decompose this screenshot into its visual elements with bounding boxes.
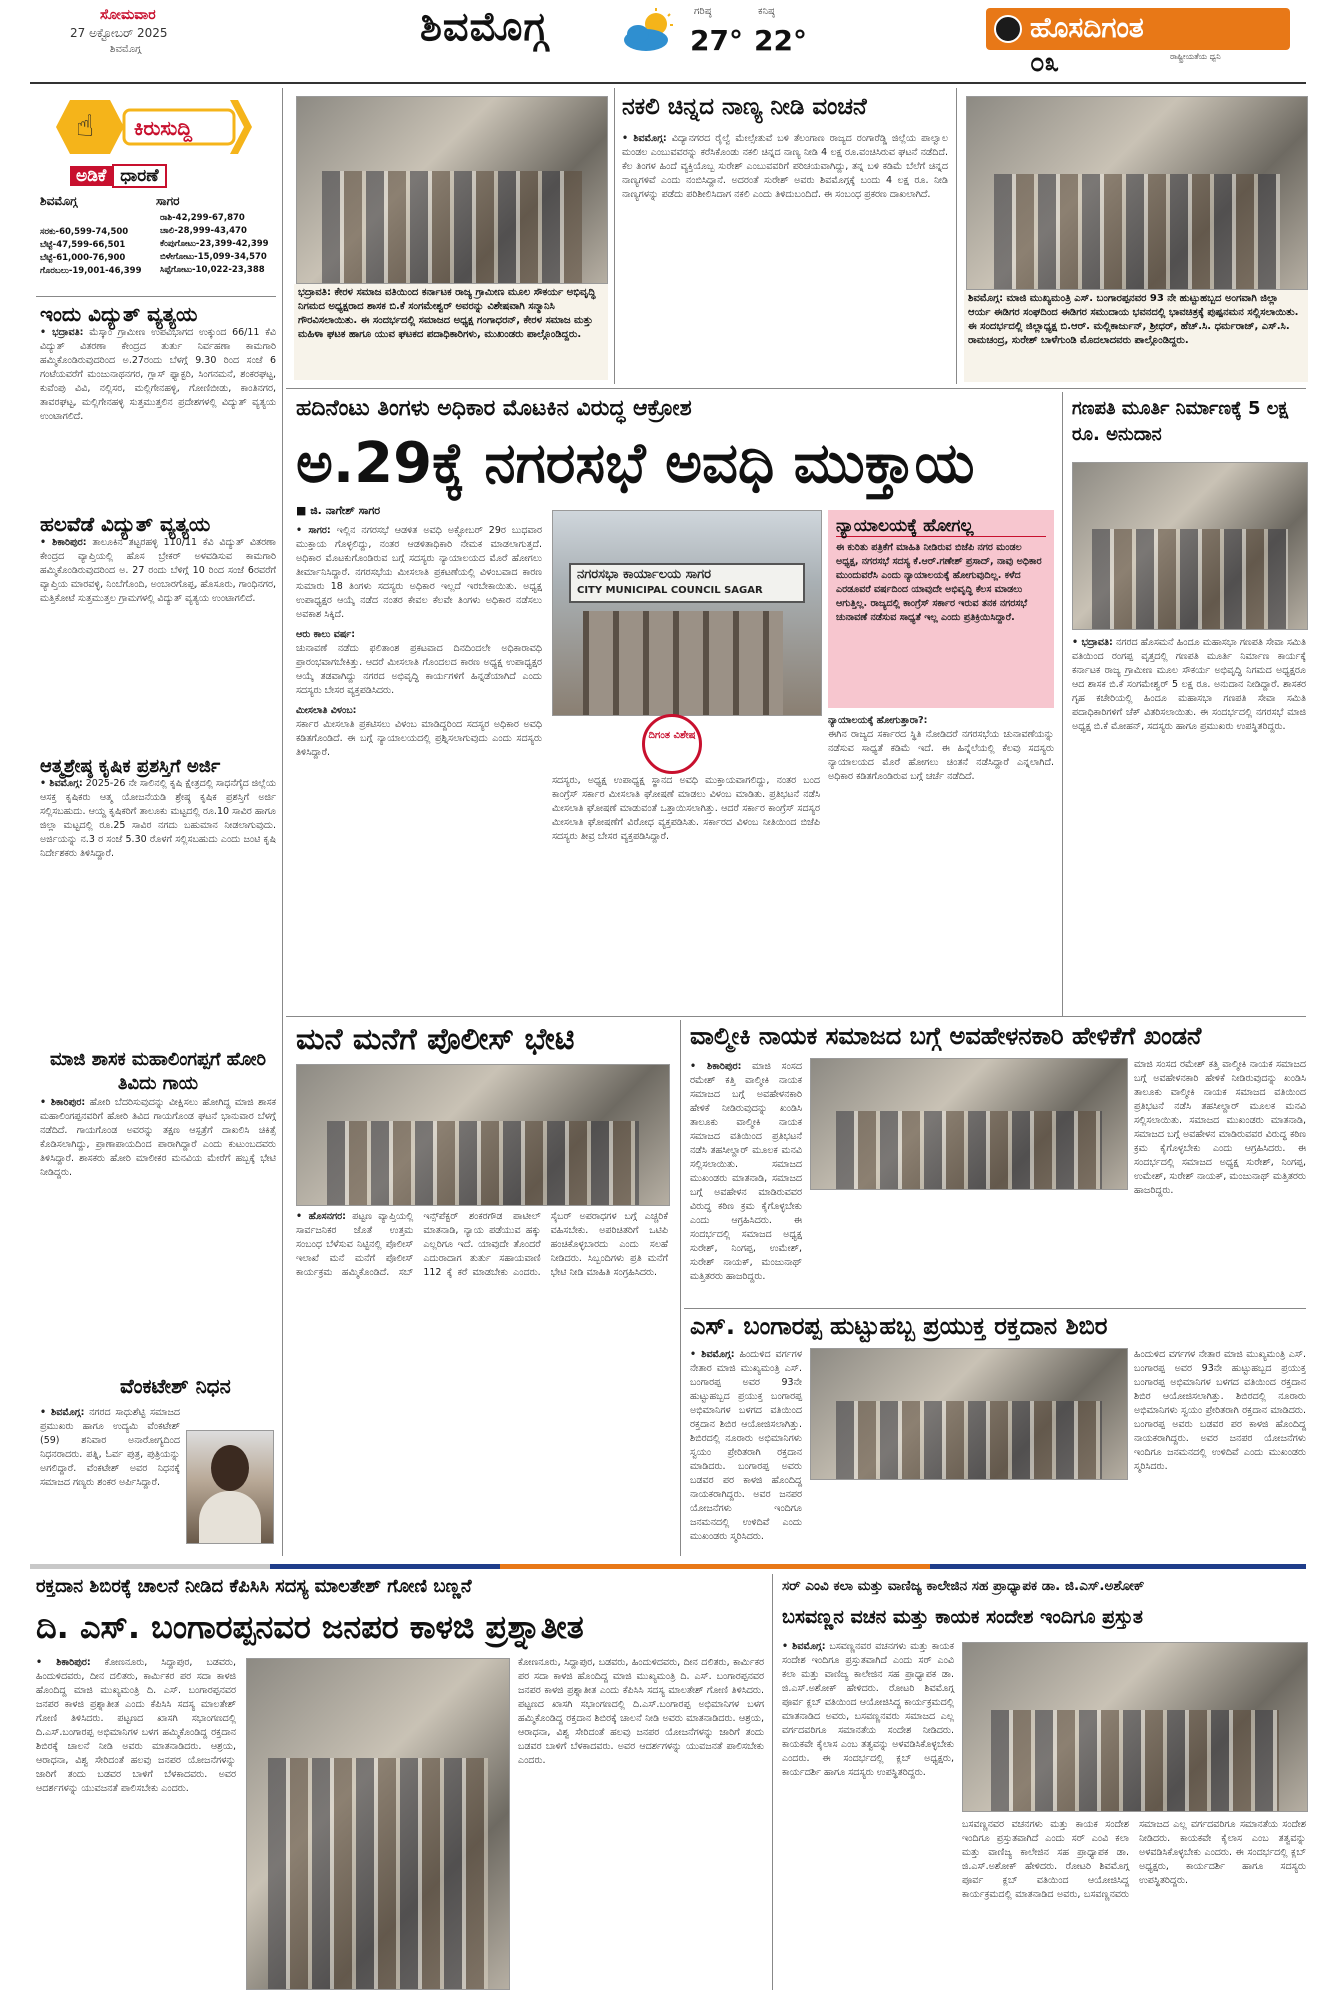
blood-camp-body-b: ಹಿಂದುಳಿದ ವರ್ಗಗಳ ನೇತಾರ ಮಾಜಿ ಮುಖ್ಯಮಂತ್ರಿ ಎಸ್. ಬಂಗಾರಪ್ಪ ಅವರ 93ನೇ ಹುಟ್ಟುಹಬ್ಬದ ಪ್ರಯುಕ್ತ ಬಂಗಾರಪ್ಪ ಅಭಿಮಾನಿಗಳ ಬಳಗದ ವತಿಯಿಂದ ರಕ್ತದಾನ ಶಿಬಿರ ಆಯೋಜಿಸಲಾಗಿತ್ತು. ಶಿಬಿರದಲ್ಲಿ ನೂರಾರು ಅಭಿಮಾನಿಗಳು ಸ್ವಯಂ ಪ್ರೇರಿತರಾಗಿ ರಕ್ತದಾನ ಮಾಡಿದರು. ಬಂಗಾರಪ್ಪ ಅವರು ಬಡವರ ಪರ ಕಾಳಜಿ ಹೊಂದಿದ್ದ ನಾಯಕರಾಗಿದ್ದರು. ಅವರ ಜನಪರ ಯೋಜನೆಗಳು ಇಂದಿಗೂ ಜನಮನದಲ್ಲಿ ಉಳಿದಿವೆ ಎಂದು ಮುಖಂಡರು ಸ್ಮರಿಸಿದರು.	[1134, 1349, 1306, 1472]
market-right-rows	[160, 212, 278, 277]
left-brief-4	[40, 1048, 276, 1360]
story-text: ಬಸವಣ್ಣನವರ ವಚನಗಳು ಮತ್ತು ಕಾಯಕ ಸಂದೇಶ ಇಂದಿಗೂ ಪ್ರಸ್ತುತವಾಗಿದೆ ಎಂದು ಸರ್ ಎಂವಿ ಕಲಾ ಮತ್ತು ವಾಣಿಜ್ಯ ಕಾಲೇಜಿನ ಸಹ ಪ್ರಾಧ್ಯಾಪಕ ಡಾ. ಜಿ.ಎಸ್.ಅಶೋಕ್ ಹೇಳಿದರು. ರೋಟರಿ ಶಿವಮೊಗ್ಗ ಪೂರ್ವ ಕ್ಲಬ್ ವತಿಯಿಂದ ಆಯೋಜಿಸಿದ್ದ ಕಾರ್ಯಕ್ರಮದಲ್ಲಿ ಮಾತನಾಡಿದ ಅವರು, ಬಸವಣ್ಣನವರು ಸಮಾಜದ ಎಲ್ಲ ವರ್ಗದವರಿಗೂ ಸಮಾನತೆಯ ಸಂದೇಶ ನೀಡಿದರು. ಕಾಯಕವೇ ಕೈಲಾಸ ಎಂಬ ತತ್ವವನ್ನು ಅಳವಡಿಸಿಕೊಳ್ಳಬೇಕು ಎಂದರು. ಈ ಸಂದರ್ಭದಲ್ಲಿ ಕ್ಲಬ್ ಅಧ್ಯಕ್ಷರು, ಕಾರ್ಯದರ್ಶಿ ಹಾಗೂ ಸದಸ್ಯರು ಉಪಸ್ಥಿತರಿದ್ದರು.	[782, 1641, 954, 1778]
day-label: ಸೋಮವಾರ	[100, 7, 156, 23]
story-text: ಹಿಂದುಳಿದ ವರ್ಗಗಳ ನೇತಾರ ಮಾಜಿ ಮುಖ್ಯಮಂತ್ರಿ ಎಸ್. ಬಂಗಾರಪ್ಪ ಅವರ 93ನೇ ಹುಟ್ಟುಹಬ್ಬದ ಪ್ರಯುಕ್ತ ಬಂಗಾರಪ್ಪ ಅಭಿಮಾನಿಗಳ ಬಳಗದ ವತಿಯಿಂದ ರಕ್ತದಾನ ಶಿಬಿರ ಆಯೋಜಿಸಲಾಗಿತ್ತು. ಶಿಬಿರದಲ್ಲಿ ನೂರಾರು ಅಭಿಮಾನಿಗಳು ಸ್ವಯಂ ಪ್ರೇರಿತರಾಗಿ ರಕ್ತದಾನ ಮಾಡಿದರು. ಬಂಗಾರಪ್ಪ ಅವರು ಬಡವರ ಪರ ಕಾಳಜಿ ಹೊಂದಿದ್ದ ನಾಯಕರಾಗಿದ್ದರು. ಅವರ ಜನಪರ ಯೋಜನೆಗಳು ಇಂದಿಗೂ ಜನಮನದಲ್ಲಿ ಉಳಿದಿವೆ ಎಂದು ಮುಖಂಡರು ಸ್ಮರಿಸಿದರು.	[690, 1349, 802, 1542]
market-row: ಬೆಟ್ಟೆ-61,000-76,900	[40, 253, 126, 263]
bottom-right-body-b: ಬಸವಣ್ಣನವರ ವಚನಗಳು ಮತ್ತು ಕಾಯಕ ಸಂದೇಶ ಇಂದಿಗೂ ಪ್ರಸ್ತುತವಾಗಿದೆ ಎಂದು ಸರ್ ಎಂವಿ ಕಲಾ ಮತ್ತು ವಾಣಿಜ್ಯ ಕಾಲೇಜಿನ ಸಹ ಪ್ರಾಧ್ಯಾಪಕ ಡಾ. ಜಿ.ಎಸ್.ಅಶೋಕ್ ಹೇಳಿದರು. ರೋಟರಿ ಶಿವಮೊಗ್ಗ ಪೂರ್ವ ಕ್ಲಬ್ ವತಿಯಿಂದ ಆಯೋಜಿಸಿದ್ದ ಕಾರ್ಯಕ್ರಮದಲ್ಲಿ ಮಾತನಾಡಿದ ಅವರು, ಬಸವಣ್ಣನವರು ಸಮಾಜದ ಎಲ್ಲ ವರ್ಗದವರಿಗೂ ಸಮಾನತೆಯ ಸಂದೇಶ ನೀಡಿದರು. ಕಾಯಕವೇ ಕೈಲಾಸ ಎಂಬ ತತ್ವವನ್ನು ಅಳವಡಿಸಿಕೊಳ್ಳಬೇಕು ಎಂದರು. ಈ ಸಂದರ್ಭದಲ್ಲಿ ಕ್ಲಬ್ ಅಧ್ಯಕ್ಷರು, ಕಾರ್ಯದರ್ಶಿ ಹಾಗೂ ಸದಸ್ಯರು ಉಪಸ್ಥಿತರಿದ್ದರು.	[962, 1819, 1306, 1900]
story-place: • ಶಿವಮೊಗ್ಗ:	[622, 133, 667, 144]
market-title	[70, 164, 167, 188]
brief-text: ಹೋರಿ ಬೆದರಿಸುವುದನ್ನು ವೀಕ್ಷಿಸಲು ಹೋಗಿದ್ದ ಮಾಜಿ ಶಾಸಕ ಮಹಾಲಿಂಗಪ್ಪನವರಿಗೆ ಹೋರಿ ತಿವಿದ ಗಾಯಗೊಂಡ ಘಟನೆ ಭಾನುವಾರ ಬೆಳಗ್ಗೆ ನಡೆದಿದೆ. ಗಾಯಗೊಂಡ ಅವರನ್ನು ತಕ್ಷಣ ಆಸ್ಪತ್ರೆಗೆ ದಾಖಲಿಸಿ ಚಿಕಿತ್ಸೆ ಕೊಡಿಸಲಾಗಿದ್ದು, ಪ್ರಾಣಾಪಾಯದಿಂದ ಪಾರಾಗಿದ್ದಾರೆ ಎಂದು ಕುಟುಂಬದವರು ತಿಳಿಸಿದ್ದಾರೆ. ಶಾಸಕರು ಹೋರಿ ಮಾಲೀಕರ ಮನವಿಯ ಮೇರೆಗೆ ಹಬ್ಬಕ್ಕೆ ಭೇಟಿ ನೀಡಿದ್ದರು.	[40, 1097, 276, 1178]
lead-text-3: ಸರ್ಕಾರ ಮೀಸಲಾತಿ ಪ್ರಕಟಿಸಲು ವಿಳಂಬ ಮಾಡಿದ್ದರಿಂದ ಸದಸ್ಯರ ಅಧಿಕಾರ ಅವಧಿ ಕಡಿತಗೊಂಡಿದೆ. ಈ ಬಗ್ಗೆ ನ್ಯಾಯಾಲಯದಲ್ಲಿ ಪ್ರಶ್ನಿಸಲಾಗುವುದು ಎಂದು ಸದಸ್ಯರು ತಿಳಿಸಿದ್ದಾರೆ.	[296, 719, 542, 758]
valmiki-body-b: ಮಾಜಿ ಸಂಸದ ರಮೇಶ್ ಕತ್ತಿ ವಾಲ್ಮೀಕಿ ನಾಯಕ ಸಮಾಜದ ಬಗ್ಗೆ ಅವಹೇಳನಕಾರಿ ಹೇಳಿಕೆ ನೀಡಿರುವುದನ್ನು ಖಂಡಿಸಿ ತಾಲೂಕು ವಾಲ್ಮೀಕಿ ನಾಯಕ ಸಮಾಜದ ವತಿಯಿಂದ ಪ್ರತಿಭಟನೆ ನಡೆಸಿ ತಹಸೀಲ್ದಾರ್ ಮೂಲಕ ಮನವಿ ಸಲ್ಲಿಸಲಾಯಿತು. ಸಮಾಜದ ಮುಖಂಡರು ಮಾತನಾಡಿ, ಸಮಾಜದ ಬಗ್ಗೆ ಅವಹೇಳನ ಮಾಡಿರುವವರ ವಿರುದ್ಧ ಕಠಿಣ ಕ್ರಮ ಕೈಗೊಳ್ಳಬೇಕು ಎಂದು ಆಗ್ರಹಿಸಿದರು. ಈ ಸಂದರ್ಭದಲ್ಲಿ ಸಮಾಜದ ಅಧ್ಯಕ್ಷ ಸುರೇಶ್, ನಿಂಗಪ್ಪ, ಉಮೇಶ್, ಸುರೇಶ್ ನಾಯಕ್, ಮಂಜುನಾಥ್ ಮತ್ತಿತರರು ಹಾಜರಿದ್ದರು.	[1134, 1059, 1306, 1196]
divider	[684, 1308, 1306, 1309]
market-right-city: ಸಾಗರ	[156, 194, 180, 208]
divider	[286, 1016, 1306, 1017]
brief-headline: ಹಲವೆಡೆ ವಿದ್ಯುತ್ ವ್ಯತ್ಯಯ	[40, 512, 211, 536]
market-left-rows	[40, 226, 160, 278]
police-visit-body	[296, 1210, 668, 1554]
brief-headline: ಮಾಜಿ ಶಾಸಕ ಮಹಾಲಿಂಗಪ್ಪಗೆ ಹೋರಿ ತಿವಿದು ಗಾಯ	[49, 1049, 267, 1094]
police-visit-photo	[296, 1064, 670, 1206]
brief-body	[40, 536, 276, 606]
story-place: • ಭದ್ರಾವತಿ:	[1072, 637, 1113, 648]
page-number: ೦೩	[1030, 48, 1060, 78]
story-place: • ಹೊಸನಗರ:	[296, 1211, 346, 1222]
market-title-b: ಧಾರಣೆ	[112, 164, 166, 188]
market-row: ಸರಕು-60,599-74,500	[40, 227, 129, 237]
city-council-photo	[552, 510, 822, 716]
market-row: ಚಾಲಿ-28,999-43,470	[160, 226, 247, 236]
coin-fraud-headline: ನಕಲಿ ಚಿನ್ನದ ನಾಣ್ಯ ನೀಡಿ ವಂಚನೆ	[622, 94, 867, 120]
divider	[956, 88, 957, 384]
brief-place: • ಭದ್ರಾವತಿ:	[40, 327, 84, 338]
kerala-samaja-caption: ಭದ್ರಾವತಿ: ಕೇರಳ ಸಮಾಜ ವತಿಯಿಂದ ಕರ್ನಾಟಕ ರಾಜ್ಯ ಗ್ರಾಮೀಣ ಮೂಲ ಸೌಕರ್ಯ ಅಭಿವೃದ್ಧಿ ನಿಗಮದ ಅಧ್ಯಕ್ಷರಾದ ಶಾಸಕ ಬಿ.ಕೆ ಸಂಗಮೇಶ್ವರ್ ಅವರನ್ನು ವಿಶೇಷವಾಗಿ ಸನ್ಮಾನಿಸಿ ಗೌರವಿಸಲಾಯಿತು. ಈ ಸಂದರ್ಭದಲ್ಲಿ ಸಮಾಜದ ಅಧ್ಯಕ್ಷ ಗಂಗಾಧರನ್, ಕೇರಳ ಸಮಾಜ ಮತ್ತು ಮಹಿಳಾ ಘಟಕ ಹಾಗೂ ಯುವ ಘಟಕದ ಪದಾಧಿಕಾರಿಗಳು, ಮುಖಂಡರು ಪಾಲ್ಗೊಂಡಿದ್ದರು.	[294, 284, 608, 380]
min-temp-label: ಕನಿಷ್ಠ	[758, 6, 775, 17]
brief-body	[40, 326, 276, 424]
coin-fraud-body	[622, 132, 948, 382]
divider	[1062, 392, 1063, 1016]
lead-text-4: ಈಗಿನ ರಾಜ್ಯದ ಸರ್ಕಾರದ ಸ್ಥಿತಿ ನೋಡಿದರೆ ನಗರಸಭೆಯ ಚುನಾವಣೆಯನ್ನು ನಡೆಸುವ ಸಾಧ್ಯತೆ ಕಡಿಮೆ ಇದೆ. ಈ ಹಿನ್ನೆಲೆಯಲ್ಲಿ ಕೆಲವು ಸದಸ್ಯರು ನ್ಯಾಯಾಲಯದ ಮೊರೆ ಹೋಗಲು ಚಿಂತನೆ ನಡೆಸಿದ್ದಾರೆ ಎನ್ನಲಾಗಿದೆ. ಅಧಿಕಾರ ಕಡಿತಗೊಂಡಿರುವ ಬಗ್ಗೆ ಚರ್ಚೆ ನಡೆದಿದೆ.	[828, 729, 1054, 782]
market-row: ಬಿಳೇಗೋಟು-15,099-34,570	[160, 252, 267, 262]
story-place: • ಶಿವಮೊಗ್ಗ:	[690, 1349, 735, 1360]
brief-text: ತಾಲೂಕಿನ ತಟ್ಟರಹಳ್ಳಿ 110/11 ಕೆವಿ ವಿದ್ಯುತ್ ವಿತರಣಾ ಕೇಂದ್ರದ ವ್ಯಾಪ್ತಿಯಲ್ಲಿ ಹೊಸ ಬ್ರೇಕರ್ ಅಳವಡಿಸುವ ಕಾಮಗಾರಿ ಹಮ್ಮಿಕೊಂಡಿರುವುದರಿಂದ ಅ. 27 ರಂದು ಬೆಳಿಗ್ಗೆ 10 ರಿಂದ ಸಂಜೆ 6ರವರೆಗೆ ವ್ಯಾಪ್ತಿಯ ಮಾರವಳ್ಳಿ, ನಿಂಬೆಗೊಂದಿ, ಅಂಬಾರಗೊಪ್ಪ, ಹೊಸೂರು, ಗಾಂಧಿನಗರ, ಮತ್ತಿಕೋಟೆ ಸುತ್ತಮುತ್ತಲ ಗ್ರಾಮಗಳಲ್ಲಿ ವಿದ್ಯುತ್ ವ್ಯತ್ಯಯ ಉಂಟಾಗಲಿದೆ.	[40, 537, 276, 604]
divider	[36, 296, 276, 297]
kirusuddi-logo	[40, 96, 260, 158]
story-text: ಮಾಜಿ ಸಂಸದ ರಮೇಶ್ ಕತ್ತಿ ವಾಲ್ಮೀಕಿ ನಾಯಕ ಸಮಾಜದ ಬಗ್ಗೆ ಅವಹೇಳನಕಾರಿ ಹೇಳಿಕೆ ನೀಡಿರುವುದನ್ನು ಖಂಡಿಸಿ ತಾಲೂಕು ವಾಲ್ಮೀಕಿ ನಾಯಕ ಸಮಾಜದ ವತಿಯಿಂದ ಪ್ರತಿಭಟನೆ ನಡೆಸಿ ತಹಸೀಲ್ದಾರ್ ಮೂಲಕ ಮನವಿ ಸಲ್ಲಿಸಲಾಯಿತು. ಸಮಾಜದ ಮುಖಂಡರು ಮಾತನಾಡಿ, ಸಮಾಜದ ಬಗ್ಗೆ ಅವಹೇಳನ ಮಾಡಿರುವವರ ವಿರುದ್ಧ ಕಠಿಣ ಕ್ರಮ ಕೈಗೊಳ್ಳಬೇಕು ಎಂದು ಆಗ್ರಹಿಸಿದರು. ಈ ಸಂದರ್ಭದಲ್ಲಿ ಸಮಾಜದ ಅಧ್ಯಕ್ಷ ಸುರೇಶ್, ನಿಂಗಪ್ಪ, ಉಮೇಶ್, ಸುರೇಶ್ ನಾಯಕ್, ಮಂಜುನಾಥ್ ಮತ್ತಿತರರು ಹಾಜರಿದ್ದರು.	[690, 1061, 802, 1282]
masthead	[0, 0, 1337, 78]
bangarappa-portrait-photo	[246, 1658, 510, 1990]
council-sign-kannada: ನಗರಸಭಾ ಕಾರ್ಯಾಲಯ ಸಾಗರ	[577, 567, 711, 582]
court-box	[828, 510, 1054, 708]
divider	[282, 88, 283, 1556]
left-brief-2	[40, 512, 276, 744]
bottom-left-kicker: ರಕ್ತದಾನ ಶಿಬಿರಕ್ಕೆ ಚಾಲನೆ ನೀಡಿದ ಕೆಪಿಸಿಸಿ ಸದಸ್ಯ ಮಾಲತೇಶ್ ಗೋಣಿ ಬಣ್ಣನೆ	[36, 1576, 472, 1597]
paper-tagline: ರಾಷ್ಟ್ರೀಯತೆಯ ಧ್ವನಿ	[1170, 52, 1221, 61]
ganapati-body	[1072, 636, 1306, 1012]
blood-camp-body-a	[690, 1348, 802, 1554]
obituary-photo	[186, 1430, 274, 1544]
brief-headline: ಇಂದು ವಿದ್ಯುತ್ ವ್ಯತ್ಯಯ	[40, 302, 198, 326]
lead-text: ಇಲ್ಲಿನ ನಗರಸಭೆ ಆಡಳಿತ ಅವಧಿ ಅಕ್ಟೋಬರ್ 29ರ ಬುಧವಾರ ಮುಕ್ತಾಯ ಗೊಳ್ಳಲಿದ್ದು, ನಂತರ ಆಡಳಿತಾಧಿಕಾರಿ ನೇಮಕ ಮಾಡಲಾಗುತ್ತದೆ. ಅಧಿಕಾರ ಮೊಟಕುಗೊಂಡಿರುವ ಬಗ್ಗೆ ಸದಸ್ಯರು ನ್ಯಾಯಾಲಯದ ಮೊರೆ ಹೋಗಲು ತೀರ್ಮಾನಿಸಿದ್ದಾರೆ. ನಗರಸಭೆಯ ಮೀಸಲಾತಿ ಪ್ರಕಟಣೆಯಲ್ಲಿ ವಿಳಂಬವಾದ ಕಾರಣ ಸುಮಾರು 18 ತಿಂಗಳು ಸದಸ್ಯರು ಅಧಿಕಾರ ಇಲ್ಲದೆ ಇರಬೇಕಾಯಿತು. ಅಧ್ಯಕ್ಷ ಉಪಾಧ್ಯಕ್ಷರ ಆಯ್ಕೆ ನಡೆದ ನಂತರ ಕೇವಲ ಕೆಲವೇ ತಿಂಗಳು ಅಧಿಕಾರ ನಡೆಸಲು ಅವಕಾಶ ಸಿಕ್ಕಿದೆ.	[296, 525, 542, 620]
market-row: ಬೆಟ್ಟೆ-47,599-66,501	[40, 240, 126, 250]
brief-headline: ಆತ್ಮಶ್ರೇಷ್ಠ ಕೃಷಿಕ ಪ್ರಶಸ್ತಿಗೆ ಅರ್ಜಿ	[40, 756, 221, 777]
story-place: • ಶಿಕಾರಿಪುರ:	[36, 1657, 91, 1668]
ganapati-cheque-photo	[1072, 462, 1308, 630]
obituary-headline: ವೆಂಕಟೇಶ್ ನಿಧನ	[120, 1374, 231, 1398]
divider	[614, 88, 615, 384]
market-row: ಗೊರಬಲು-19,001-46,399	[40, 266, 142, 276]
bottom-left-body-b: ಕೋಣನೂರು, ಸಿದ್ದಾಪುರ, ಬಡವರು, ಹಿಂದುಳಿದವರು, ದೀನ ದಲಿತರು, ಕಾರ್ಮಿಕರ ಪರ ಸದಾ ಕಾಳಜಿ ಹೊಂದಿದ್ದ ಮಾಜಿ ಮುಖ್ಯಮಂತ್ರಿ ದಿ. ಎಸ್. ಬಂಗಾರಪ್ಪನವರ ಜನಪರ ಕಾಳಜಿ ಪ್ರಶ್ನಾತೀತ ಎಂದು ಕೆಪಿಸಿಸಿ ಸದಸ್ಯ ಮಾಲತೇಶ್ ಗೋಣಿ ತಿಳಿಸಿದರು. ಪಟ್ಟಣದ ಖಾಸಗಿ ಸಭಾಂಗಣದಲ್ಲಿ ದಿ.ಎಸ್.ಬಂಗಾರಪ್ಪ ಅಭಿಮಾನಿಗಳ ಬಳಗ ಹಮ್ಮಿಕೊಂಡಿದ್ದ ರಕ್ತದಾನ ಶಿಬಿರಕ್ಕೆ ಚಾಲನೆ ನೀಡಿ ಅವರು ಮಾತನಾಡಿದರು. ಆಶ್ರಯ, ಆರಾಧನಾ, ವಿಶ್ವ ಸೇರಿದಂತೆ ಹಲವು ಜನಪರ ಯೋಜನೆಗಳನ್ನು ಜಾರಿಗೆ ತಂದು ಬಡವರ ಬಾಳಿಗೆ ಬೆಳಕಾದವರು. ಅವರ ಆದರ್ಶಗಳನ್ನು ಯುವಜನತೆ ಪಾಲಿಸಬೇಕು ಎಂದರು.	[518, 1657, 764, 1766]
brief-place: • ಶಿವಮೊಗ್ಗ:	[40, 1407, 85, 1418]
bottom-left-body-a	[36, 1656, 236, 1990]
valmiki-protest-photo	[810, 1058, 1128, 1190]
market-row: ರಾಶಿ-42,299-67,870	[160, 213, 245, 223]
divider	[680, 1020, 681, 1556]
left-brief-3	[40, 756, 276, 1038]
date-label: 27 ಅಕ್ಟೋಬರ್ 2025	[70, 26, 168, 40]
lead-byline: ■ ಜಿ. ನಾಗೇಶ್ ಸಾಗರ	[296, 504, 381, 517]
brief-body	[40, 1096, 276, 1180]
paper-name: ಹೊಸದಿಗಂತ	[1030, 11, 1144, 44]
lead-col4	[828, 714, 1054, 1014]
brief-body	[40, 777, 276, 861]
city-title: ಶಿವಮೊಗ್ಗ	[420, 4, 549, 50]
masthead-rule	[30, 82, 1306, 84]
stamp-text: ದಿಗಂತ ವಿಶೇಷ	[648, 730, 696, 741]
logo-emblem-icon	[994, 15, 1022, 43]
lead-subhead: ಆರು ಕಾಲು ವರ್ಷ:	[296, 629, 356, 640]
paper-logo	[986, 8, 1290, 50]
bottom-left-headline: ದಿ. ಎಸ್. ಬಂಗಾರಪ್ಪನವರ ಜನಪರ ಕಾಳಜಿ ಪ್ರಶ್ನಾತೀತ	[36, 1608, 584, 1646]
brief-text: ಮೆಸ್ಕಾಂ ಗ್ರಾಮೀಣ ಉಪವಿಭಾಗದ ಉಕ್ಕುಂದ 66/11 ಕೆವಿ ವಿದ್ಯುತ್ ವಿತರಣಾ ಕೇಂದ್ರದ ತುರ್ತು ನಿರ್ವಹಣಾ ಕಾಮಗಾರಿ ಹಮ್ಮಿಕೊಂಡಿರುವುದರಿಂದ ಅ.27ರಂದು ಬೆಳಗ್ಗೆ 9.30 ರಿಂದ ಸಂಜೆ 6 ಗಂಟೆಯವರೆಗೆ ಮಂಜುನಾಥನಗರ, ಗ್ಲಾಸ್ ಫ್ಯಾಕ್ಟರಿ, ಸಿಂಗನಮನೆ, ಶಂಕರಘಟ್ಟ, ಕುವೆಂಪು ವಿವಿ, ನಲ್ಲಿಸರ, ಮಲ್ಲಿಗೇನಹಳ್ಳಿ, ಗೋಣಿಬೀಡು, ಕಾಂತಿನಗರ, ತಾವರಘಟ್ಟ, ಮಲ್ಲಿಗೇನಹಳ್ಳಿ ಸುತ್ತಮುತ್ತಲಿನ ಪ್ರದೇಶಗಳಲ್ಲಿ ವಿದ್ಯುತ್ ವ್ಯತ್ಯಯ ಉಂಟಾಗಲಿದೆ.	[40, 327, 277, 422]
bottom-right-headline: ಬಸವಣ್ಣನ ವಚನ ಮತ್ತು ಕಾಯಕ ಸಂದೇಶ ಇಂದಿಗೂ ಪ್ರಸ್ತುತ	[782, 1606, 1143, 1628]
brief-place: • ಶಿಕಾರಿಪುರ:	[40, 537, 87, 548]
market-row: ಕೆಂಪುಗೋಟು-23,399-42,399	[160, 239, 269, 249]
divider	[772, 1574, 773, 1990]
lead-col3: ಸದಸ್ಯರು, ಅಧ್ಯಕ್ಷ ಉಪಾಧ್ಯಕ್ಷ ಸ್ಥಾನದ ಅವಧಿ ಮುಕ್ತಾಯವಾಗಲಿದ್ದು, ನಂತರ ಬಂದ ಕಾಂಗ್ರೆಸ್ ಸರ್ಕಾರ ಮೀಸಲಾತಿ ಘೋಷಣೆ ಮಾಡಲು ವಿಳಂಬ ಮಾಡಿತು. ಪ್ರತಿಭಟನೆ ನಡೆಸಿ ಮೀಸಲಾತಿ ಘೋಷಣೆ ಮಾಡುವಂತೆ ಒತ್ತಾಯಿಸಲಾಗಿತ್ತು. ಆದರೆ ಸರ್ಕಾರ ಕಾಂಗ್ರೆಸ್ ಸದಸ್ಯರ ಮೀಸಲಾತಿ ಘೋಷಣೆಗೆ ವಿರೋಧ ವ್ಯಕ್ತಪಡಿಸಿತು. ಸರ್ಕಾರದ ವಿಳಂಬ ನೀತಿಯಿಂದ ಬಿಜೆಪಿ ಸದಸ್ಯರು ತೀವ್ರ ಬೇಸರ ವ್ಯಕ್ತಪಡಿಸಿದ್ದಾರೆ.	[552, 775, 820, 842]
court-box-text: ಈ ಕುರಿತು ಪತ್ರಿಕೆಗೆ ಮಾಹಿತಿ ನೀಡಿರುವ ಬಿಜೆಪಿ ನಗರ ಮಂಡಲ ಅಧ್ಯಕ್ಷ, ನಗರಸಭೆ ಸದಸ್ಯ ಕೆ.ಆರ್.ಗಣೇಶ್ ಪ್ರಸಾದ್, ನಾವು ಅಧಿಕಾರ ಮುಂದುವರೆಸಿ ಎಂದು ನ್ಯಾಯಾಲಯಕ್ಕೆ ಹೋಗುವುದಿಲ್ಲ. ಕಳೆದ ಎರಡೂವರೆ ವರ್ಷದಿಂದ ಯಾವುದೇ ಅಭಿವೃದ್ಧಿ ಕೆಲಸ ಮಾಡಲು ಆಗುತ್ತಿಲ್ಲ. ರಾಜ್ಯದಲ್ಲಿ ಕಾಂಗ್ರೆಸ್ ಸರ್ಕಾರ ಇರುವ ತನಕ ನಗರಸಭೆ ಚುನಾವಣೆ ನಡೆಸುವ ಸಾಧ್ಯತೆ ಇಲ್ಲ ಎಂದು ಪ್ರತಿಕ್ರಿಯಿಸಿದ್ದಾರೆ.	[836, 542, 1042, 623]
finger-hand-icon: ☝	[76, 109, 95, 144]
lead-place: • ಸಾಗರ:	[296, 525, 331, 536]
bottom-right-kicker: ಸರ್ ಎಂವಿ ಕಲಾ ಮತ್ತು ವಾಣಿಜ್ಯ ಕಾಲೇಜಿನ ಸಹ ಪ್ರಾಧ್ಯಾಪಕ ಡಾ. ಜಿ.ಎಸ್.ಅಶೋಕ್	[782, 1578, 1145, 1594]
kerala-samaja-photo	[296, 96, 608, 284]
police-visit-headline: ಮನೆ ಮನೆಗೆ ಪೊಲೀಸ್ ಭೇಟಿ	[296, 1022, 575, 1057]
story-text: ವಿದ್ಯಾನಗರದ ರೈಲ್ವೆ ಮೇಲ್ಸೇತುವೆ ಬಳಿ ತೆಲಂಗಾಣ ರಾಜ್ಯದ ರಂಗಾರೆಡ್ಡಿ ಜಿಲ್ಲೆಯ ಪಾಲ್ವಾಲ ಮಂಡಲ ಎಂಬುವವರನ್ನು ಕರೆಸಿಕೊಂಡು ನಕಲಿ ಚಿನ್ನದ ನಾಣ್ಯ ನೀಡಿ 4 ಲಕ್ಷ ರೂ.ವಂಚಿಸಿರುವ ಘಟನೆ ನಡೆದಿದೆ. ಕೆಲ ತಿಂಗಳ ಹಿಂದೆ ವ್ಯಕ್ತಿಯೊಬ್ಬ ಸುರೇಶ್ ಎಂಬುವವರಿಗೆ ಪರಿಚಯವಾಗಿದ್ದು, ತನ್ನ ಬಳಿ ಕಡಿಮೆ ಬೆಲೆಗೆ ಚಿನ್ನದ ನಾಣ್ಯಗಳಿವೆ ಎಂದು ನಂಬಿಸಿದ್ದಾನೆ. ಅದರಂತೆ ಸುರೇಶ್ ಅವರು ಶಿವಮೊಗ್ಗಕ್ಕೆ ಬಂದು 4 ಲಕ್ಷ ರೂ. ನೀಡಿ ನಾಣ್ಯಗಳನ್ನು ಪಡೆದು ಪರಿಶೀಲಿಸಿದಾಗ ನಕಲಿ ಎಂದು ತಿಳಿದುಬಂದಿದೆ. ಈ ಸಂಬಂಧ ಪ್ರಕರಣ ದಾಖಲಾಗಿದೆ.	[622, 133, 948, 200]
valmiki-headline: ವಾಲ್ಮೀಕಿ ನಾಯಕ ಸಮಾಜದ ಬಗ್ಗೆ ಅವಹೇಳನಕಾರಿ ಹೇಳಿಕೆಗೆ ಖಂಡನೆ	[690, 1022, 1202, 1050]
lead-subhead: ನ್ಯಾಯಾಲಯಕ್ಕೆ ಹೋಗುತ್ತಾರಾ?:	[828, 715, 928, 726]
brief-place: • ಶಿವಮೊಗ್ಗ:	[40, 778, 83, 789]
brief-place: • ಶಿಕಾರಿಪುರ:	[40, 1097, 86, 1108]
max-temp-label: ಗರಿಷ್ಠ	[694, 6, 712, 17]
court-box-title: ನ್ಯಾಯಾಲಯಕ್ಕೆ ಹೋಗಲ್ಲ	[836, 516, 1046, 537]
story-text: ನಗರದ ಹೊಸಮನೆ ಹಿಂದೂ ಮಹಾಸಭಾ ಗಣಪತಿ ಸೇವಾ ಸಮಿತಿ ವತಿಯಿಂದ ರಂಗಪ್ಪ ವೃತ್ತದಲ್ಲಿ ಗಣಪತಿ ಮೂರ್ತಿ ನಿರ್ಮಾಣ ಕಾರ್ಯಕ್ಕೆ ಕರ್ನಾಟಕ ರಾಜ್ಯ ಗ್ರಾಮೀಣ ಮೂಲ ಸೌಕರ್ಯ ಅಭಿವೃದ್ಧಿ ನಿಗಮದ ಅಧ್ಯಕ್ಷರೂ ಆದ ಶಾಸಕ ಬಿ.ಕೆ ಸಂಗಮೇಶ್ವರ್ 5 ಲಕ್ಷ ರೂ. ಅನುದಾನ ನೀಡಿದ್ದಾರೆ. ಶಾಸಕರ ಗೃಹ ಕಚೇರಿಯಲ್ಲಿ ಹಿಂದೂ ಮಹಾಸಭಾ ಗಣಪತಿ ಸೇವಾ ಸಮಿತಿ ಪದಾಧಿಕಾರಿಗಳಿಗೆ ಚೆಕ್ ವಿತರಿಸಲಾಯಿತು. ಈ ಸಂದರ್ಭದಲ್ಲಿ ನಗರಸಭೆ ಮಾಜಿ ಅಧ್ಯಕ್ಷ ಬಿ.ಕೆ ಮೋಹನ್, ಸದಸ್ಯರು ಹಾಗೂ ಪ್ರಮುಖರು ಉಪಸ್ಥಿತರಿದ್ದರು.	[1072, 637, 1306, 732]
market-row: ಸಿಪ್ಪೆಗೋಟು-10,022-23,388	[160, 265, 265, 275]
lead-body	[296, 524, 542, 1014]
story-text: ಪಟ್ಟಣ ವ್ಯಾಪ್ತಿಯಲ್ಲಿ ಸಾರ್ವಜನಿಕರ ಜೊತೆ ಉತ್ತಮ ಸಂಬಂಧ ಬೆಳೆಸುವ ನಿಟ್ಟಿನಲ್ಲಿ ಪೊಲೀಸ್ ಇಲಾಖೆ ಮನೆ ಮನೆಗೆ ಪೊಲೀಸ್ ಕಾರ್ಯಕ್ರಮ ಹಮ್ಮಿಕೊಂಡಿದೆ. ಸಬ್ ಇನ್ಸ್‌ಪೆಕ್ಟರ್ ಶಂಕರಗೌಡ ಪಾಟೀಲ್ ಮಾತನಾಡಿ, ನ್ಯಾಯ ಪಡೆಯುವ ಹಕ್ಕು ಎಲ್ಲರಿಗೂ ಇದೆ. ಯಾವುದೇ ತೊಂದರೆ ಎದುರಾದಾಗ ತುರ್ತು ಸಹಾಯವಾಣಿ 112 ಕ್ಕೆ ಕರೆ ಮಾಡಬೇಕು ಎಂದರು. ಸೈಬರ್ ಅಪರಾಧಗಳ ಬಗ್ಗೆ ಎಚ್ಚರಿಕೆ ವಹಿಸಬೇಕು. ಅಪರಿಚಿತರಿಗೆ ಒಟಿಪಿ ಹಂಚಿಕೊಳ್ಳಬಾರದು ಎಂದು ಸಲಹೆ ನೀಡಿದರು. ಸಿಬ್ಬಂದಿಗಳು ಪ್ರತಿ ಮನೆಗೆ ಭೇಟಿ ನೀಡಿ ಮಾಹಿತಿ ಸಂಗ್ರಹಿಸಿದರು.	[296, 1211, 668, 1278]
section-color-rule	[30, 1564, 1306, 1569]
lead-kicker: ಹದಿನೆಂಟು ತಿಂಗಳು ಅಧಿಕಾರ ಮೊಟಕಿನ ವಿರುದ್ಧ ಆಕ್ರೋಶ	[296, 396, 692, 421]
blood-camp-headline: ಎಸ್. ಬಂಗಾರಪ್ಪ ಹುಟ್ಟುಹಬ್ಬ ಪ್ರಯುಕ್ತ ರಕ್ತದಾನ ಶಿಬಿರ	[690, 1312, 1108, 1340]
brief-text: ನಗರದ ಸಾಧುಶೆಟ್ಟಿ ಸಮಾಜದ ಪ್ರಮುಖರು ಹಾಗೂ ಉದ್ಯಮಿ ವೆಂಕಟೇಶ್ (59) ಶನಿವಾರ ಅನಾರೋಗ್ಯದಿಂದ ನಿಧನರಾದರು. ಪತ್ನಿ, ಓರ್ವ ಪುತ್ರ, ಪುತ್ರಿಯನ್ನು ಅಗಲಿದ್ದಾರೆ. ವೆಂಕಟೇಶ್ ಅವರ ನಿಧನಕ್ಕೆ ಸಮಾಜದ ಗಣ್ಯರು ಶಂಕರ ಅರ್ಪಿಸಿದ್ದಾರೆ.	[40, 1407, 180, 1488]
digantha-special-stamp	[642, 714, 702, 774]
bangarappa-tribute-photo	[966, 96, 1308, 290]
bottom-right-body-a	[782, 1640, 954, 1990]
kirusuddi-title: ಕಿರುಸುದ್ದಿ	[134, 116, 193, 140]
obituary-body	[40, 1406, 180, 1556]
bangarappa-tribute-caption: ಶಿವಮೊಗ್ಗ: ಮಾಜಿ ಮುಖ್ಯಮಂತ್ರಿ ಎಸ್. ಬಂಗಾರಪ್ಪನವರ 93 ನೇ ಹುಟ್ಟುಹಬ್ಬದ ಅಂಗವಾಗಿ ಜಿಲ್ಲಾ ಆರ್ಯ ಈಡಿಗರ ಸಂಘದಿಂದ ಈಡಿಗರ ಸಮುದಾಯ ಭವನದಲ್ಲಿ ಭಾವಚಿತ್ರಕ್ಕೆ ಪುಷ್ಪನಮನ ಸಲ್ಲಿಸಲಾಯಿತು. ಈ ಸಂದರ್ಭದಲ್ಲಿ ಜಿಲ್ಲಾಧ್ಯಕ್ಷ ಬಿ.ಆರ್. ಮಲ್ಲಿಕಾರ್ಜುನ್, ಶ್ರೀಧರ್, ಹೆಚ್.ಸಿ. ಧರ್ಮರಾಜ್, ಎಸ್.ಸಿ. ರಾಮಚಂದ್ರ, ಸುರೇಶ್ ಬಾಳೆಗುಂಡಿ ಮೊದಲಾದವರು ಪಾಲ್ಗೊಂಡಿದ್ದರು.	[964, 290, 1308, 382]
weather-cloud-icon	[620, 6, 680, 58]
brief-text: 2025-26 ನೇ ಸಾಲಿನಲ್ಲಿ ಕೃಷಿ ಕ್ಷೇತ್ರದಲ್ಲಿ ಸಾಧನೆಗೈದ ಜಿಲ್ಲೆಯ ಆಸಕ್ತ ಕೃಷಿಕರು ಆತ್ಮ ಯೋಜನೆಯಡಿ ಶ್ರೇಷ್ಠ ಕೃಷಿಕ ಪ್ರಶಸ್ತಿಗೆ ಅರ್ಜಿ ಸಲ್ಲಿಸಬಹುದು. ಆಯ್ದ ಕೃಷಿಕರಿಗೆ ತಾಲೂಕು ಮಟ್ಟದಲ್ಲಿ ರೂ.10 ಸಾವಿರ ಹಾಗೂ ಜಿಲ್ಲಾ ಮಟ್ಟದಲ್ಲಿ ರೂ.25 ಸಾವಿರ ನಗದು ಬಹುಮಾನ ನೀಡಲಾಗುವುದು. ಅರ್ಜಿಯನ್ನು ನ.3 ರ ಸಂಜೆ 5.30 ರೊಳಗೆ ಸಲ್ಲಿಸಬಹುದು ಎಂದು ಜಂಟಿ ಕೃಷಿ ನಿರ್ದೇಶಕರು ತಿಳಿಸಿದ್ದಾರೆ.	[40, 778, 277, 859]
left-brief-1	[40, 302, 276, 498]
story-place: • ಶಿವಮೊಗ್ಗ:	[782, 1641, 826, 1652]
valmiki-body-a	[690, 1060, 802, 1282]
min-temp: 22°	[754, 24, 807, 57]
lead-subhead: ಮೀಸಲಾತಿ ವಿಳಂಬ:	[296, 705, 357, 716]
lead-headline: ಅ.29ಕ್ಕೆ ನಗರಸಭೆ ಅವಧಿ ಮುಕ್ತಾಯ	[296, 431, 975, 496]
market-title-a: ಅಡಿಕೆ	[70, 166, 112, 186]
story-place: • ಶಿಕಾರಿಪುರ:	[690, 1061, 742, 1072]
city-small-label: ಶಿವಮೊಗ್ಗ	[110, 44, 142, 55]
ganapati-headline: ಗಣಪತಿ ಮೂರ್ತಿ ನಿರ್ಮಾಣಕ್ಕೆ 5 ಲಕ್ಷ ರೂ. ಅನುದಾನ	[1072, 398, 1289, 445]
lead-text-2: ಚುನಾವಣೆ ನಡೆದು ಫಲಿತಾಂಶ ಪ್ರಕಟವಾದ ದಿನದಿಂದಲೇ ಅಧಿಕಾರಾವಧಿ ಪ್ರಾರಂಭವಾಗಬೇಕಿತ್ತು. ಆದರೆ ಮೀಸಲಾತಿ ಗೊಂದಲದ ಕಾರಣ ಅಧ್ಯಕ್ಷ ಉಪಾಧ್ಯಕ್ಷರ ಆಯ್ಕೆ ತಡವಾಗಿದ್ದು ನಗರದ ಅಭಿವೃದ್ಧಿ ಕಾರ್ಯಗಳಿಗೆ ಹಿನ್ನಡೆಯಾಗಿದೆ ಎಂದು ಸದಸ್ಯರು ಬೇಸರ ವ್ಯಕ್ತಪಡಿಸಿದರು.	[296, 643, 542, 696]
story-text: ಕೋಣನೂರು, ಸಿದ್ದಾಪುರ, ಬಡವರು, ಹಿಂದುಳಿದವರು, ದೀನ ದಲಿತರು, ಕಾರ್ಮಿಕರ ಪರ ಸದಾ ಕಾಳಜಿ ಹೊಂದಿದ್ದ ಮಾಜಿ ಮುಖ್ಯಮಂತ್ರಿ ದಿ. ಎಸ್. ಬಂಗಾರಪ್ಪನವರ ಜನಪರ ಕಾಳಜಿ ಪ್ರಶ್ನಾತೀತ ಎಂದು ಕೆಪಿಸಿಸಿ ಸದಸ್ಯ ಮಾಲತೇಶ್ ಗೋಣಿ ತಿಳಿಸಿದರು. ಪಟ್ಟಣದ ಖಾಸಗಿ ಸಭಾಂಗಣದಲ್ಲಿ ದಿ.ಎಸ್.ಬಂಗಾರಪ್ಪ ಅಭಿಮಾನಿಗಳ ಬಳಗ ಹಮ್ಮಿಕೊಂಡಿದ್ದ ರಕ್ತದಾನ ಶಿಬಿರಕ್ಕೆ ಚಾಲನೆ ನೀಡಿ ಅವರು ಮಾತನಾಡಿದರು. ಆಶ್ರಯ, ಆರಾಧನಾ, ವಿಶ್ವ ಸೇರಿದಂತೆ ಹಲವು ಜನಪರ ಯೋಜನೆಗಳನ್ನು ಜಾರಿಗೆ ತಂದು ಬಡವರ ಬಾಳಿಗೆ ಬೆಳಕಾದವರು. ಅವರ ಆದರ್ಶಗಳನ್ನು ಯುವಜನತೆ ಪಾಲಿಸಬೇಕು ಎಂದರು.	[36, 1657, 236, 1794]
rotary-event-photo	[962, 1642, 1308, 1812]
market-left-city: ಶಿವಮೊಗ್ಗ	[40, 194, 78, 208]
council-sign-english: CITY MUNICIPAL COUNCIL SAGAR	[577, 585, 763, 596]
divider	[286, 388, 1306, 389]
max-temp: 27°	[690, 24, 743, 57]
blood-camp-photo	[810, 1348, 1128, 1480]
